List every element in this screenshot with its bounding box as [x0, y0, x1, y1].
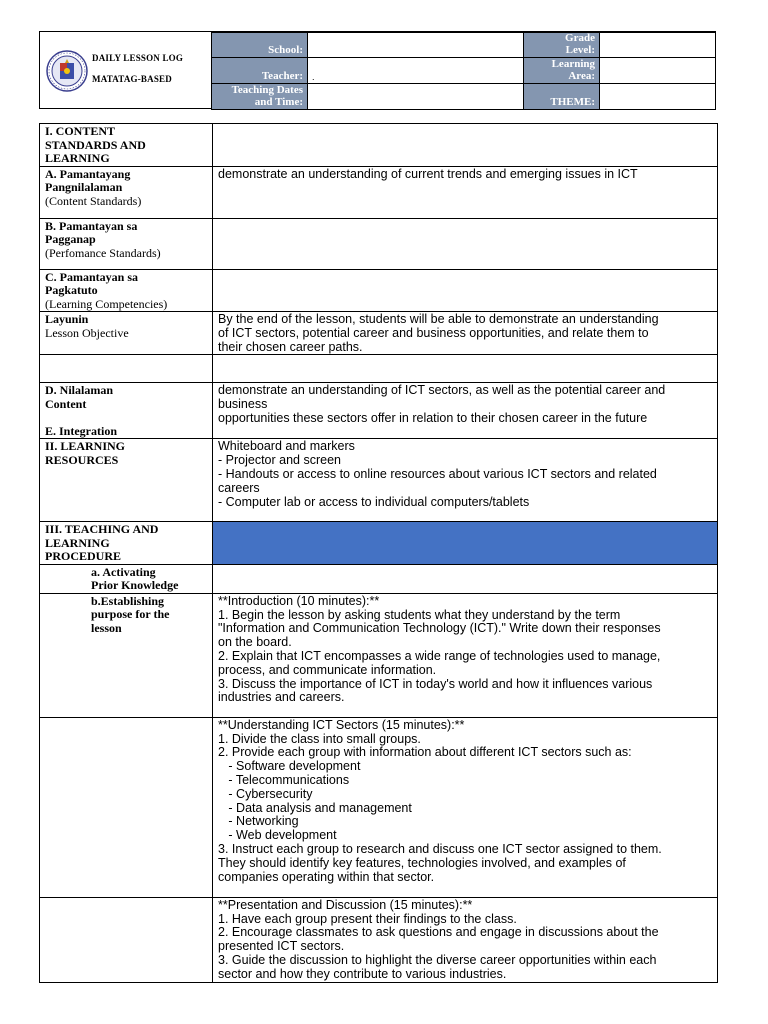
content-value[interactable]: demonstrate an understanding of ICT sectors, as well as the potential career and business opportunities these sectors offer in relation to their chosen career in the future [213, 383, 718, 439]
activating-prior-knowledge-value[interactable] [213, 564, 718, 593]
content-standards-a-row [40, 166, 718, 218]
content-standards-row [40, 124, 718, 167]
deped-seal-icon [46, 50, 88, 92]
blank-row [40, 355, 718, 383]
teacher-field[interactable]: . [307, 57, 524, 84]
introduction-activity[interactable]: **Introduction (10 minutes):** 1. Begin the lesson by asking students what they understand by the term "Information and Communication Technology (ICT)." Write down their responses on the board. 2. Explain that ICT encompasses a wide range of technologies used to manage, process, and communicate information. 3. Discuss the importance of ICT in today's world and how it influences various industries and careers. [213, 593, 718, 717]
content-standards-cell[interactable] [213, 124, 718, 167]
teaching-procedure-bar [213, 522, 718, 565]
learning-resources-label: II. LEARNING RESOURCES [40, 439, 213, 522]
activating-prior-knowledge-label: a. Activating Prior Knowledge [40, 564, 213, 593]
performance-standards-label: B. Pamantayan sa Pagganap (Perfomance Standards) [40, 218, 213, 269]
lesson-log-header [39, 31, 716, 109]
performance-standards-row [40, 218, 718, 269]
theme-label: THEME: [523, 83, 600, 110]
ict-sectors-row [40, 717, 718, 897]
teaching-dates-field[interactable] [307, 83, 524, 110]
learning-competencies-label: C. Pamantayan sa Pagkatuto (Learning Competencies) [40, 269, 213, 312]
content-standards-a-label: A. Pamantayang Pangnilalaman (Content Standards) [40, 166, 213, 218]
learning-competencies-value[interactable] [213, 269, 718, 312]
activating-prior-knowledge-row [40, 564, 718, 593]
grade-level-label: Grade Level: [523, 32, 600, 58]
blank-value[interactable] [213, 355, 718, 383]
content-row [40, 383, 718, 439]
learning-area-label: Learning Area: [523, 57, 600, 84]
establishing-purpose-label: b.Establishing purpose for the lesson [40, 593, 213, 717]
performance-standards-value[interactable] [213, 218, 718, 269]
establishing-purpose-row [40, 593, 718, 717]
theme-field[interactable] [599, 83, 716, 110]
ict-sectors-activity[interactable]: **Understanding ICT Sectors (15 minutes):** 1. Divide the class into small groups. 2. Provide each group with information about different ICT sectors such as: - Software development - Telecommunications - Cybersecurity - Data analysis and management - Networking - Web development 3. Instruct each group to research and discuss one ICT sector assigned to them. They should identify key features, technologies involved, and examples of companies operating within that sector. [213, 717, 718, 897]
content-standards-heading: I. CONTENT STANDARDS AND LEARNING [40, 124, 213, 167]
lesson-plan-table [39, 123, 718, 983]
lesson-objective-label: Layunin Lesson Objective [40, 312, 213, 355]
presentation-discussion-row [40, 897, 718, 982]
presentation-discussion-label [40, 897, 213, 982]
blank-label [40, 355, 213, 383]
teacher-label: Teacher: [211, 57, 308, 84]
content-label: D. Nilalaman Content E. Integration [40, 383, 213, 439]
grade-level-field[interactable] [599, 32, 716, 58]
log-subtitle: MATATAG-BASED [92, 74, 172, 84]
teaching-procedure-row [40, 522, 718, 565]
log-title: DAILY LESSON LOG [92, 53, 184, 63]
learning-resources-value[interactable]: Whiteboard and markers - Projector and screen - Handouts or access to online resources about various ICT sectors and related careers - Computer lab or access to individual computers/tablets [213, 439, 718, 522]
presentation-discussion-activity[interactable]: **Presentation and Discussion (15 minutes):** 1. Have each group present their findings to the class. 2. Encourage classmates to ask questions and engage in discussions about the presented ICT sectors. 3. Guide the discussion to highlight the diverse career opportunities within each sector and how they contribute to various industries. [213, 897, 718, 982]
teaching-dates-label: Teaching Dates and Time: [211, 83, 308, 110]
ict-sectors-label [40, 717, 213, 897]
learning-resources-row [40, 439, 718, 522]
lesson-objective-value[interactable]: By the end of the lesson, students will be able to demonstrate an understanding of ICT sectors, potential career and business opportunities, and relate them to their chosen career paths. [213, 312, 718, 355]
learning-area-field[interactable] [599, 57, 716, 84]
lesson-objective-row [40, 312, 718, 355]
teaching-procedure-label: III. TEACHING AND LEARNING PROCEDURE [40, 522, 213, 565]
school-label: School: [211, 32, 308, 58]
content-standards-a-value[interactable]: demonstrate an understanding of current trends and emerging issues in ICT [213, 166, 718, 218]
learning-competencies-row [40, 269, 718, 312]
school-field[interactable] [307, 32, 524, 58]
